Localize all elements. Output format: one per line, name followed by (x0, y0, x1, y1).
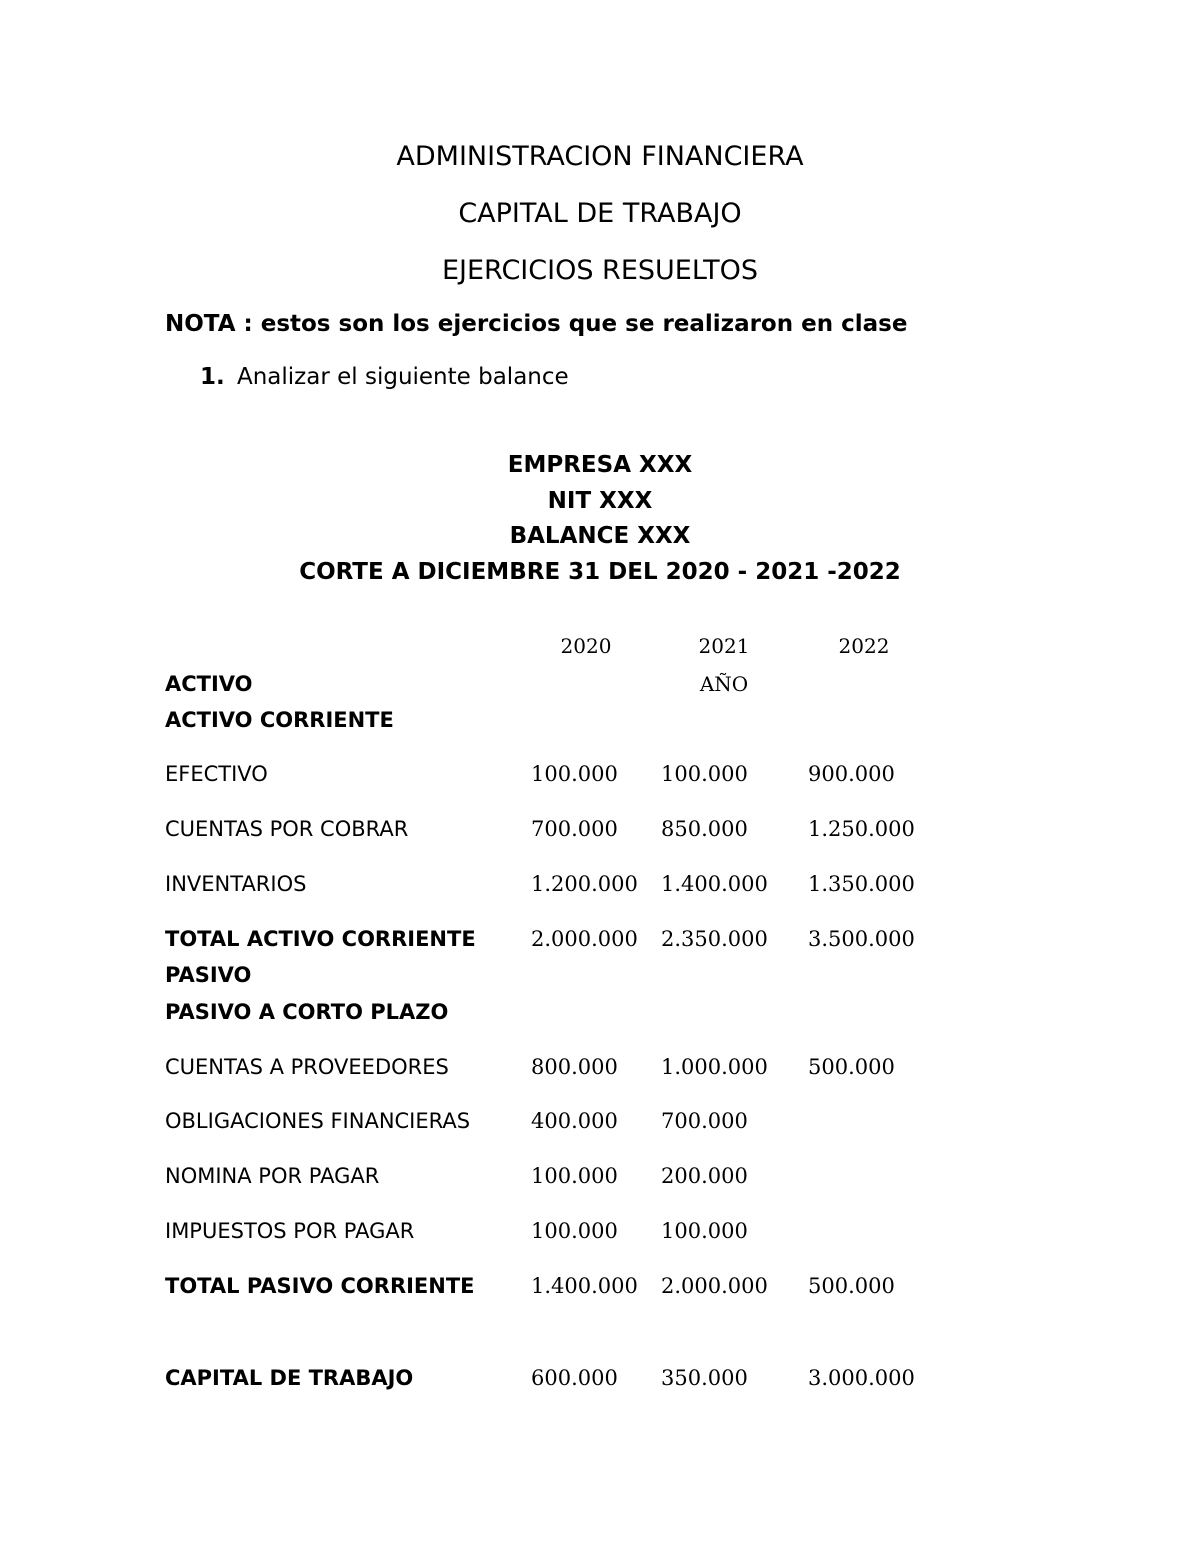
cell-value: 100.000 (661, 762, 748, 786)
cell-value: 100.000 (531, 1164, 618, 1188)
cell-value: 1.250.000 (808, 817, 915, 841)
cell-value: 1.400.000 (661, 872, 768, 896)
total-activo-label: TOTAL ACTIVO CORRIENTE (165, 927, 476, 951)
row-label: CUENTAS A PROVEEDORES (165, 1055, 449, 1079)
year-header-2021: 2021 (698, 634, 750, 658)
capital-label: CAPITAL DE TRABAJO (165, 1366, 414, 1390)
instruction-number: 1. (200, 364, 225, 390)
total-pasivo-value: 2.000.000 (661, 1274, 768, 1298)
capital-value: 600.000 (531, 1366, 618, 1390)
instruction-text: Analizar el siguiente balance (237, 364, 569, 390)
total-activo-value: 3.500.000 (808, 927, 915, 951)
cell-value: 1.200.000 (531, 872, 638, 896)
cell-value: 850.000 (661, 817, 748, 841)
cell-value: 400.000 (531, 1109, 618, 1133)
class-note: NOTA : estos son los ejercicios que se realizaron en clase (165, 311, 908, 337)
cell-value: 100.000 (661, 1219, 748, 1243)
total-pasivo-value: 500.000 (808, 1274, 895, 1298)
year-caption: AÑO (699, 672, 749, 696)
capital-value: 3.000.000 (808, 1366, 915, 1390)
cell-value: 1.350.000 (808, 872, 915, 896)
row-label: EFECTIVO (165, 762, 268, 786)
cell-value: 200.000 (661, 1164, 748, 1188)
company-nit: NIT XXX (547, 488, 653, 514)
cell-value: 800.000 (531, 1055, 618, 1079)
cell-value: 700.000 (531, 817, 618, 841)
cell-value: 500.000 (808, 1055, 895, 1079)
row-label: CUENTAS POR COBRAR (165, 817, 409, 841)
section-activo-corriente: ACTIVO CORRIENTE (165, 708, 394, 732)
balance-name: BALANCE XXX (509, 523, 691, 549)
section-pasivo-corto: PASIVO A CORTO PLAZO (165, 1000, 449, 1024)
row-label: OBLIGACIONES FINANCIERAS (165, 1109, 471, 1133)
cell-value: 100.000 (531, 762, 618, 786)
year-header-2022: 2022 (838, 634, 890, 658)
capital-value: 350.000 (661, 1366, 748, 1390)
cell-value: 700.000 (661, 1109, 748, 1133)
total-pasivo-label: TOTAL PASIVO CORRIENTE (165, 1274, 475, 1298)
doc-section-title: EJERCICIOS RESUELTOS (441, 255, 759, 286)
section-pasivo: PASIVO (165, 963, 252, 987)
cell-value: 900.000 (808, 762, 895, 786)
row-label: NOMINA POR PAGAR (165, 1164, 380, 1188)
total-activo-value: 2.000.000 (531, 927, 638, 951)
total-pasivo-value: 1.400.000 (531, 1274, 638, 1298)
row-label: IMPUESTOS POR PAGAR (165, 1219, 415, 1243)
doc-subtitle: CAPITAL DE TRABAJO (458, 198, 742, 229)
balance-period: CORTE A DICIEMBRE 31 DEL 2020 - 2021 -2022 (299, 559, 901, 585)
total-activo-value: 2.350.000 (661, 927, 768, 951)
year-header-2020: 2020 (560, 634, 612, 658)
row-label: INVENTARIOS (165, 872, 307, 896)
doc-title: ADMINISTRACION FINANCIERA (396, 141, 804, 172)
cell-value: 1.000.000 (661, 1055, 768, 1079)
company-name: EMPRESA XXX (507, 452, 693, 478)
cell-value: 100.000 (531, 1219, 618, 1243)
section-activo: ACTIVO (165, 672, 253, 696)
